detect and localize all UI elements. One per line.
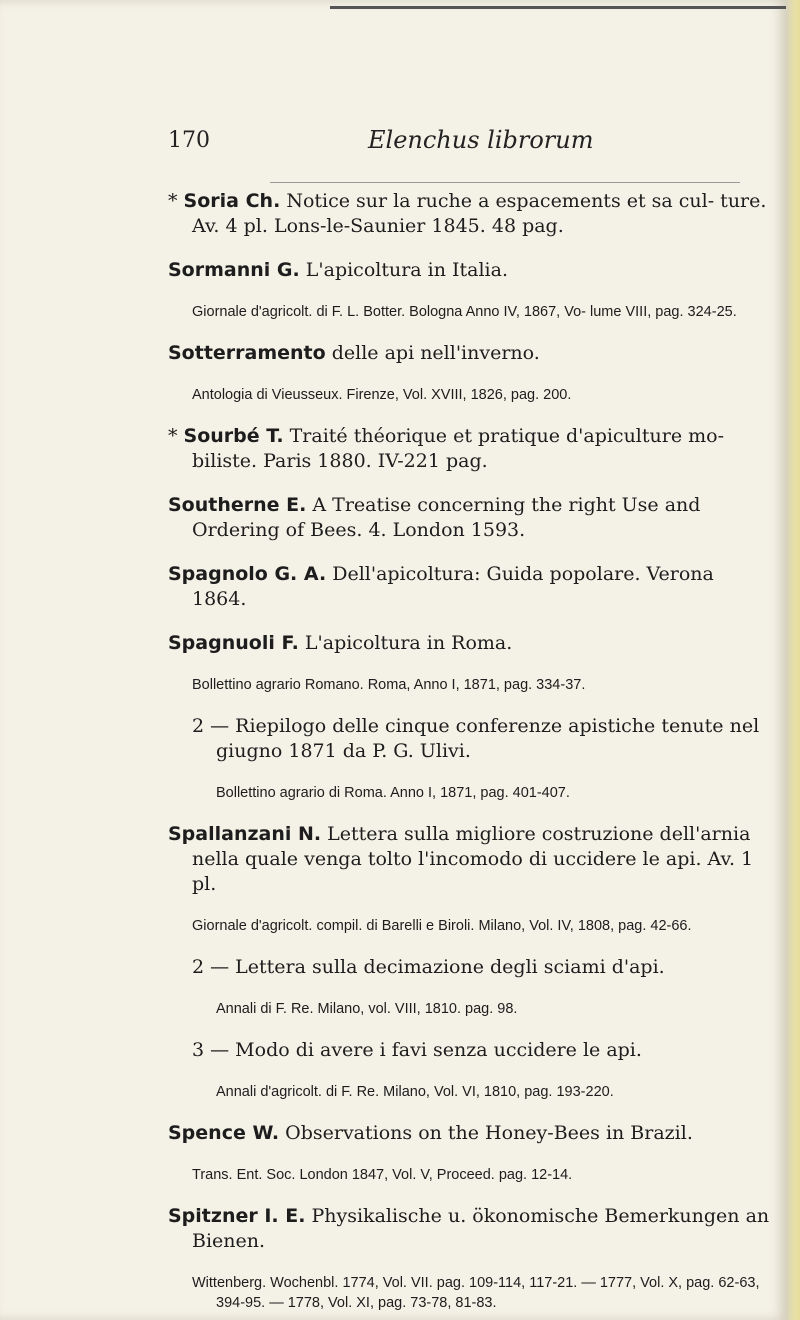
entry-prefix: * bbox=[168, 190, 184, 212]
entry-source: Giornale d'agricolt. compil. di Barelli e Biroli. Milano, Vol. IV, 1808, pag. 42-66. bbox=[192, 918, 692, 934]
entry-title: L'apicoltura in Roma. bbox=[298, 632, 513, 654]
entry-title: Lettera sulla decimazione degli sciami d'api. bbox=[235, 956, 665, 978]
entry-text bbox=[168, 493, 773, 543]
entry-prefix: * bbox=[168, 425, 184, 447]
entry-text bbox=[168, 258, 773, 283]
entry-prefix: 2 — bbox=[192, 715, 236, 737]
entry-source: Annali d'agricolt. di F. Re. Milano, Vol. VI, 1810, pag. 193-220. bbox=[216, 1084, 614, 1100]
entry-text bbox=[168, 1204, 773, 1254]
entry-text bbox=[192, 714, 773, 764]
entry-author: Sourbé T. bbox=[183, 425, 284, 447]
entry-text bbox=[192, 955, 773, 980]
entry-author: Spallanzani N. bbox=[168, 823, 322, 845]
entry-source: Giornale d'agricolt. di F. L. Botter. Bologna Anno IV, 1867, Vo- lume VIII, pag. 324-25. bbox=[192, 304, 737, 320]
entry-title: Lettera sulla migliore costruzione dell'arnia nella quale venga tolto l'incomodo di uccidere le api. Av. 1 pl. bbox=[192, 823, 754, 895]
entry-source: Antologia di Vieusseux. Firenze, Vol. XVIII, 1826, pag. 200. bbox=[192, 387, 572, 403]
bibliography-entry bbox=[168, 493, 773, 543]
bibliography-entry bbox=[168, 341, 773, 405]
entry-text bbox=[168, 1121, 773, 1146]
entry-text bbox=[168, 341, 773, 366]
bibliography-entry bbox=[168, 1204, 773, 1313]
bibliography-entry bbox=[168, 822, 773, 936]
entry-author: Soria Ch. bbox=[183, 190, 281, 212]
entry-author: Sormanni G. bbox=[168, 259, 300, 281]
bibliography-entry bbox=[168, 1121, 773, 1185]
entry-author: Spence W. bbox=[168, 1122, 280, 1144]
bibliography-entry bbox=[168, 955, 773, 1019]
top-rule bbox=[330, 6, 800, 9]
bibliography-entry bbox=[168, 189, 773, 239]
entry-text bbox=[192, 1038, 773, 1063]
entry-source: Bollettino agrario di Roma. Anno I, 1871, pag. 401-407. bbox=[216, 785, 570, 801]
page-number: 170 bbox=[168, 128, 210, 153]
entry-author: Spagnolo G. A. bbox=[168, 563, 327, 585]
bibliography-entry bbox=[168, 631, 773, 695]
entry-author: Spitzner I. E. bbox=[168, 1205, 306, 1227]
bibliography-entries bbox=[168, 170, 773, 1316]
entry-title: L'apicoltura in Italia. bbox=[299, 259, 509, 281]
entry-text bbox=[168, 562, 773, 612]
bibliography-entry bbox=[168, 258, 773, 322]
entry-title: Observations on the Honey-Bees in Brazil. bbox=[279, 1122, 693, 1144]
entry-title: A Treatise concerning the right Use and Ordering of Bees. 4. London 1593. bbox=[192, 494, 701, 541]
bibliography-entry bbox=[168, 1038, 773, 1102]
running-title: Elenchus librorum bbox=[368, 126, 594, 154]
entry-text bbox=[168, 631, 773, 656]
entry-title: Notice sur la ruche a espacements et sa cul- ture. Av. 4 pl. Lons-le-Saunier 1845. 48 pag. bbox=[192, 190, 767, 237]
page-edge bbox=[786, 0, 800, 1320]
entry-source: Trans. Ent. Soc. London 1847, Vol. V, Proceed. pag. 12-14. bbox=[192, 1167, 573, 1183]
entry-author: Spagnuoli F. bbox=[168, 632, 299, 654]
entry-text bbox=[168, 822, 773, 897]
entry-title: Physikalische u. ökonomische Bemerkungen an Bienen. bbox=[192, 1205, 770, 1252]
bibliography-entry bbox=[168, 714, 773, 803]
entry-author: Sotterramento bbox=[168, 342, 326, 364]
entry-title: Modo di avere i favi senza uccidere le api. bbox=[235, 1039, 642, 1061]
entry-text bbox=[168, 424, 773, 474]
entry-title: delle api nell'inverno. bbox=[325, 342, 540, 364]
bibliography-entry bbox=[168, 562, 773, 612]
entry-title: Dell'apicoltura: Guida popolare. Verona 1864. bbox=[192, 563, 714, 610]
entry-prefix: 3 — bbox=[192, 1039, 236, 1061]
entry-text bbox=[168, 189, 773, 239]
entry-source: Bollettino agrario Romano. Roma, Anno I, 1871, pag. 334-37. bbox=[192, 677, 586, 693]
entry-title: Riepilogo delle cinque conferenze apistiche tenute nel giugno 1871 da P. G. Ulivi. bbox=[216, 715, 760, 762]
entry-prefix: 2 — bbox=[192, 956, 236, 978]
entry-author: Southerne E. bbox=[168, 494, 307, 516]
entry-source: Annali di F. Re. Milano, vol. VIII, 1810. pag. 98. bbox=[216, 1001, 518, 1017]
entry-source: Wittenberg. Wochenbl. 1774, Vol. VII. pag. 109-114, 117-21. — 1777, Vol. X, pag. 62-63, 394-95. — 1778, Vol. XI, pag. 73-78, 81-83. bbox=[192, 1275, 760, 1311]
entry-title: Traité théorique et pratique d'apiculture mo- biliste. Paris 1880. IV-221 pag. bbox=[192, 425, 725, 472]
bibliography-entry bbox=[168, 424, 773, 474]
